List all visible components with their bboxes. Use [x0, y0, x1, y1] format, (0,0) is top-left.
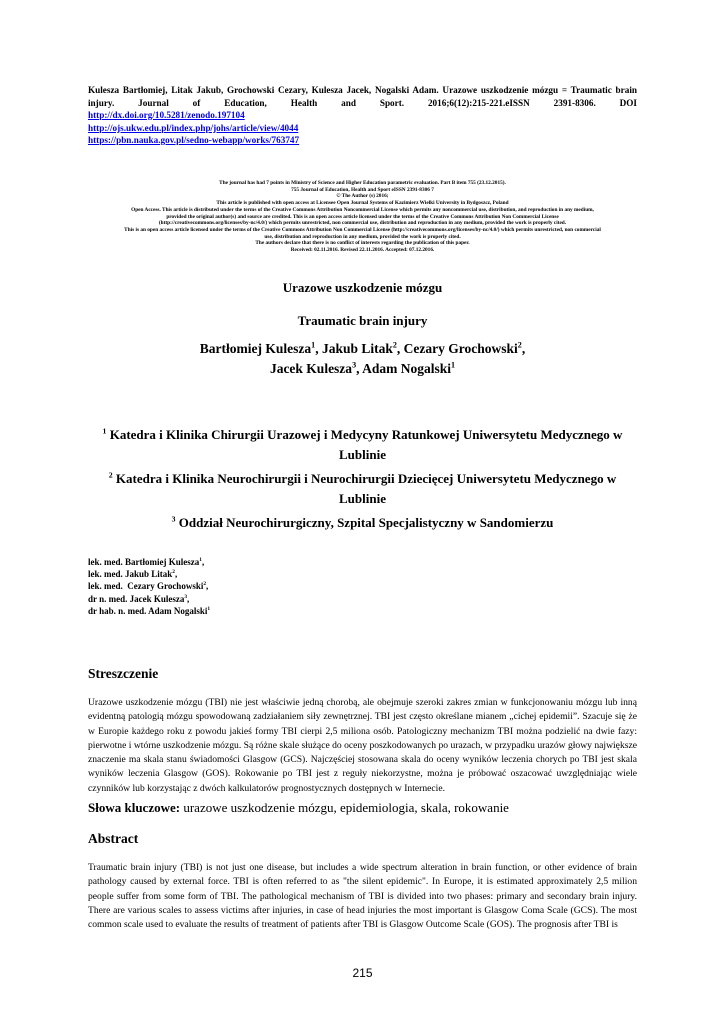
abstract-heading: Abstract [88, 831, 139, 846]
degree-marker: 1 [207, 605, 211, 612]
fine-print-line: provided the original author(s) and source are credited. This is an open access article licensed under the terms of the Creative Commons Attribution Non Commercial License [166, 213, 559, 220]
author-affiliation-marker: 2 [392, 340, 397, 350]
title-polish: Urazowe uszkodzenie mózgu [282, 280, 443, 295]
abstract-text: Traumatic brain injury (TBI) is not just one disease, but includes a wide spectrum alteration in brain function, or other evidence of brain pathology caused by external force. TBI is often referred to as "the silent epidemic". In Europe, it is estimated approximately 2,5 milion people suffer from some form of TBI. The pathological mechanism of TBI is divided into two phases: primary and secondary brain injury. There are various scales to assess victims after injuries, in case of head injuries the most important is Glasgow Coma Scale (GCS). The most common scale used to evaluate the results of treatment of patients after TBI is Glasgow Outcome Scale (GOS). The prognosis after TBI is [88, 862, 637, 931]
title-english: Traumatic brain injury [297, 313, 428, 328]
author-affiliation-marker: 3 [352, 360, 357, 370]
author-affiliation-marker: 1 [451, 360, 456, 370]
fine-print-line: The journal has had 7 points in Ministry of Science and Higher Education parametric evaluation. Part B item 755 (23.12.2015). [219, 180, 506, 186]
author-line-1 [0, 339, 725, 359]
author-separator: , [356, 361, 363, 376]
citation-text: Kulesza Bartłomiej, Litak Jakub, Grochowski Cezary, Kulesza Jacek, Nogalski Adam. Urazowe uszkodzenie mózgu = Traumatic brain injury. Journal of Education, Health and Sport. 2016;6(12):215-221.eISSN 2391-8306. DOI [88, 85, 637, 108]
affiliation-text: Katedra i Klinika Chirurgii Urazowej i Medycyny Ratunkowej Uniwersytetu Medycznego w Lublinie [109, 427, 623, 462]
keywords-text: urazowe uszkodzenie mózgu, epidemiologia, skala, rokowanie [180, 800, 509, 815]
author-name: Cezary Grochowski [403, 341, 518, 356]
degree-text: lek. med. Bartłomiej Kulesza [88, 557, 200, 567]
author-list [0, 339, 725, 379]
affiliation-3 [100, 513, 625, 533]
author-separator: , [315, 341, 322, 356]
streszczenie-heading: Streszczenie [88, 666, 159, 681]
degree-line [88, 568, 210, 580]
fine-print-line: 755 Journal of Education, Health and Sport eISSN 2391-8306 7 [291, 186, 434, 193]
degree-text: lek. med. Cezary Grochowski [88, 581, 204, 592]
citation-block [88, 84, 637, 147]
fine-print-line: The authors declare that there is no conflict of interests regarding the publication of this paper. [255, 240, 470, 247]
degree-marker: 3 [184, 593, 188, 600]
fine-print-line: (http://creativecommons.org/licenses/by-nc/4.0/) which permits unrestricted, non commercial use, distribution and reproduction in any medium, provided the work is properly cited. [158, 220, 567, 227]
page-number: 215 [352, 966, 373, 980]
affiliation-1 [100, 425, 625, 465]
degree-text: dr n. med. Jacek Kulesza [88, 593, 185, 604]
author-degrees [88, 556, 210, 617]
degree-marker: 2 [172, 569, 175, 576]
author-separator: , [396, 341, 404, 356]
fine-print-line: Received: 02.11.2016. Revised 22.11.2016. Accepted: 07.12.2016. [290, 247, 435, 254]
author-affiliation-marker: 1 [311, 340, 316, 350]
fine-print-line: This article is published with open access at Licensee Open Journal Systems of Kazimierz Wielki University in Bydgoszcz, Poland [216, 200, 509, 207]
degree-line [88, 556, 210, 568]
ojs-link[interactable]: http://ojs.ukw.edu.pl/index.php/johs/article/view/4044 [88, 122, 299, 133]
degree-line [88, 593, 210, 605]
degree-marker: 2 [203, 581, 207, 588]
degree-marker: 1 [199, 557, 202, 563]
author-name: Adam Nogalski [362, 361, 452, 376]
author-name: Jacek Kulesza [269, 361, 353, 376]
license-fine-print [70, 180, 655, 254]
affiliation-text: Katedra i Klinika Neurochirurgii i Neurochirurgii Dziecięcej Uniwersytetu Medycznego w Lublinie [115, 471, 617, 506]
fine-print-line: © The Author (s) 2016; [336, 193, 389, 200]
degree-end: , [201, 557, 205, 567]
keywords-line [88, 800, 509, 816]
fine-print-line: use, distribution and reproduction in any medium, provided the work is properly cited. [264, 233, 461, 240]
author-separator: , [521, 341, 526, 356]
streszczenie-text: Urazowe uszkodzenie mózgu (TBI) nie jest właściwie jedną chorobą, ale obejmuje szeroki zakres zmian w funkcjonowaniu mózgu lub inną evidentną patologią mózgu spowodowaną zadziałaniem siły zewnętrznej. TBI jest często określane mianem „cichej epidemii”. Szacuje się że w Europie każdego roku z powodu jakieś formy TBI cierpi 2,5 miliona osób. Patologiczny mechanizm TBI można podzielić na dwie fazy: pierwotne i wtórne uszkodzenie mózgu. Są różne skale służące do oceny poszkodowanych po urazach, w przypadku urazów głowy największe znaczenie ma skala stanu świadomości Glasgow (GCS). Najczęściej stosowana skala do oceny wyników leczenia chorych po TBI jest skala wyników leczenia Glasgow (GOS). Rokowanie po TBI jest z reguły niekorzystne, można je próbować oszacować uwzględniając wiele czynników lub korzystając z dwóch kalkulatorów prognostycznych dostępnych w Internecie. [88, 697, 637, 794]
affiliation-number: 1 [102, 426, 107, 436]
pbn-link[interactable]: https://pbn.nauka.gov.pl/sedno-webapp/works/763747 [88, 135, 300, 145]
affiliation-2 [100, 469, 625, 509]
degree-text: lek. med. Jakub Litak [88, 569, 173, 580]
degree-end: , [187, 593, 190, 604]
author-affiliation-marker: 2 [517, 340, 522, 350]
fine-print-line: Open Access. This article is distributed under the terms of the Creative Commons Attribution Noncommercial License which permits any noncommercial use, distribution, and reproduction in any medium, [131, 206, 594, 213]
keywords-label: Słowa kluczowe: [88, 800, 181, 815]
degree-line [88, 605, 210, 617]
affiliation-number: 2 [108, 470, 113, 480]
degree-line [88, 580, 210, 592]
author-name: Jakub Litak [321, 341, 393, 356]
fine-print-line: This is an open access article licensed under the terms of the Creative Commons Attribution Non Commercial License (http://creativecommons.org/licenses/by-nc/4.0/) which permits unrestricted, non commercial [124, 226, 601, 233]
degree-text: dr hab. n. med. Adam Nogalski [88, 605, 208, 616]
degree-end: , [206, 581, 209, 592]
affiliation-number: 3 [171, 514, 176, 524]
author-name: Bartłomiej Kulesza [199, 341, 312, 356]
doi-link[interactable]: http://dx.doi.org/10.5281/zenodo.197104 [88, 110, 245, 120]
degree-end: , [174, 569, 178, 580]
author-line-2 [0, 359, 725, 379]
affiliation-text: Oddział Neurochirurgiczny, Szpital Specjalistyczny w Sandomierzu [178, 515, 554, 530]
